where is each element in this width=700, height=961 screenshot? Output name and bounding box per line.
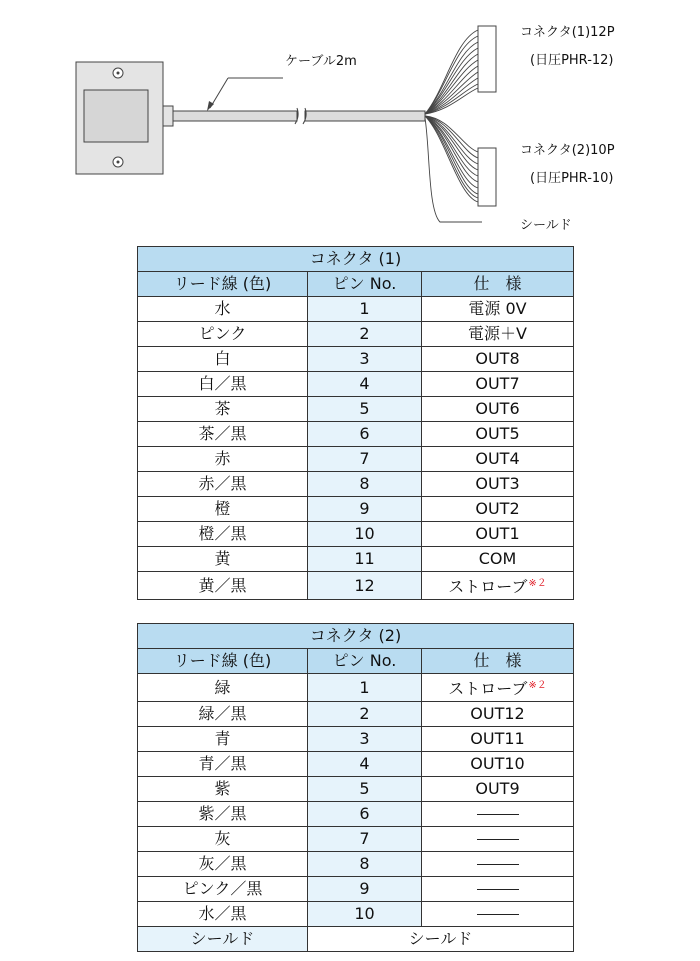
spec-cell bbox=[422, 827, 574, 852]
spec-text: ストローブ bbox=[448, 679, 528, 698]
spec-text: ストローブ bbox=[448, 577, 528, 596]
table-row bbox=[138, 547, 574, 572]
not-used-dash bbox=[477, 814, 519, 815]
lead-color-cell: 白 bbox=[138, 347, 308, 372]
spec-cell bbox=[422, 422, 574, 447]
spec-cell bbox=[422, 902, 574, 927]
pin-number-cell: 5 bbox=[308, 777, 422, 802]
table-row bbox=[138, 827, 574, 852]
table-title: コネクタ (1) bbox=[138, 247, 574, 272]
pin-number-cell: 7 bbox=[308, 827, 422, 852]
table-row bbox=[138, 777, 574, 802]
table-row bbox=[138, 497, 574, 522]
shield-label: シールド bbox=[520, 218, 572, 233]
table-row bbox=[138, 347, 574, 372]
header-pin-no: ピン No. bbox=[308, 272, 422, 297]
table-row bbox=[138, 372, 574, 397]
pin-number-cell: 8 bbox=[308, 852, 422, 877]
lead-color-cell: 茶 bbox=[138, 397, 308, 422]
spec-cell bbox=[422, 472, 574, 497]
table-row bbox=[138, 522, 574, 547]
pin-number-cell: 4 bbox=[308, 752, 422, 777]
header-spec: 仕 様 bbox=[422, 272, 574, 297]
lead-color-cell: 紫 bbox=[138, 777, 308, 802]
spec-cell bbox=[422, 347, 574, 372]
table-row bbox=[138, 297, 574, 322]
not-used-dash bbox=[477, 839, 519, 840]
connector-1-part: (日圧PHR-12) bbox=[530, 53, 614, 68]
lead-color-cell: 紫／黒 bbox=[138, 802, 308, 827]
wire-fan bbox=[425, 30, 482, 222]
header-lead-color: リード線 (色) bbox=[138, 272, 308, 297]
spec-cell bbox=[422, 802, 574, 827]
spec-text: OUT11 bbox=[470, 729, 525, 748]
connector-2-pin-table bbox=[137, 623, 574, 952]
pin-number-cell: 6 bbox=[308, 802, 422, 827]
spec-cell bbox=[422, 777, 574, 802]
lead-color-cell: 青 bbox=[138, 727, 308, 752]
connector-1-housing bbox=[478, 26, 496, 92]
lead-color-cell: 白／黒 bbox=[138, 372, 308, 397]
pin-number-cell: 10 bbox=[308, 522, 422, 547]
lead-color-cell: 赤／黒 bbox=[138, 472, 308, 497]
spec-cell bbox=[422, 727, 574, 752]
table-row bbox=[138, 397, 574, 422]
cable-label: ケーブル2m bbox=[285, 54, 357, 69]
spec-cell bbox=[422, 877, 574, 902]
pin-number-cell: 2 bbox=[308, 702, 422, 727]
pin-number-cell: 4 bbox=[308, 372, 422, 397]
spec-text: OUT10 bbox=[470, 754, 525, 773]
spec-cell bbox=[422, 372, 574, 397]
spec-cell bbox=[422, 674, 574, 702]
spec-cell bbox=[422, 547, 574, 572]
spec-cell bbox=[422, 572, 574, 600]
shield-row-spec: シールド bbox=[308, 927, 574, 952]
spec-cell bbox=[422, 702, 574, 727]
spec-text: COM bbox=[478, 549, 517, 568]
pin-number-cell: 6 bbox=[308, 422, 422, 447]
device-box bbox=[76, 62, 173, 174]
not-used-dash bbox=[477, 914, 519, 915]
pin-number-cell: 1 bbox=[308, 297, 422, 322]
connector-1-label: コネクタ(1)12P bbox=[520, 25, 615, 40]
header-spec: 仕 様 bbox=[422, 649, 574, 674]
spec-text: OUT9 bbox=[475, 779, 520, 798]
spec-text: OUT7 bbox=[475, 374, 520, 393]
pin-number-cell: 8 bbox=[308, 472, 422, 497]
lead-color-cell: 緑 bbox=[138, 674, 308, 702]
cable-diagram bbox=[0, 0, 700, 240]
pin-number-cell: 5 bbox=[308, 397, 422, 422]
pin-number-cell: 9 bbox=[308, 497, 422, 522]
header-lead-color: リード線 (色) bbox=[138, 649, 308, 674]
connector-2-label: コネクタ(2)10P bbox=[520, 143, 615, 158]
lead-color-cell: 水 bbox=[138, 297, 308, 322]
table-row bbox=[138, 702, 574, 727]
pin-number-cell: 10 bbox=[308, 902, 422, 927]
spec-cell bbox=[422, 297, 574, 322]
spec-text: 電源 0V bbox=[468, 299, 527, 318]
spec-text: OUT4 bbox=[475, 449, 520, 468]
spec-text: OUT12 bbox=[470, 704, 525, 723]
table-row bbox=[138, 727, 574, 752]
table-row bbox=[138, 447, 574, 472]
table-row bbox=[138, 902, 574, 927]
pin-number-cell: 3 bbox=[308, 347, 422, 372]
lead-color-cell: 黄 bbox=[138, 547, 308, 572]
footnote-mark: ※２ bbox=[528, 680, 547, 691]
connector-1-pin-table bbox=[137, 246, 574, 600]
spec-text: OUT3 bbox=[475, 474, 520, 493]
spec-text: OUT1 bbox=[475, 524, 520, 543]
connector-2-housing bbox=[478, 148, 496, 206]
lead-color-cell: 青／黒 bbox=[138, 752, 308, 777]
table-row bbox=[138, 752, 574, 777]
shield-row bbox=[138, 927, 574, 952]
spec-text: OUT8 bbox=[475, 349, 520, 368]
cable-label-leader bbox=[207, 78, 283, 111]
spec-cell bbox=[422, 752, 574, 777]
lead-color-cell: 灰 bbox=[138, 827, 308, 852]
table-row bbox=[138, 852, 574, 877]
lead-color-cell: 水／黒 bbox=[138, 902, 308, 927]
table-row bbox=[138, 322, 574, 347]
table-title: コネクタ (2) bbox=[138, 624, 574, 649]
spec-text: 電源＋V bbox=[468, 324, 527, 343]
spec-text: OUT6 bbox=[475, 399, 520, 418]
spec-text: OUT2 bbox=[475, 499, 520, 518]
table-row bbox=[138, 674, 574, 702]
spec-cell bbox=[422, 497, 574, 522]
pin-number-cell: 2 bbox=[308, 322, 422, 347]
lead-color-cell: ピンク bbox=[138, 322, 308, 347]
table-row bbox=[138, 802, 574, 827]
lead-color-cell: 橙／黒 bbox=[138, 522, 308, 547]
lead-color-cell: 緑／黒 bbox=[138, 702, 308, 727]
pin-number-cell: 9 bbox=[308, 877, 422, 902]
lead-color-cell: 赤 bbox=[138, 447, 308, 472]
table-row bbox=[138, 572, 574, 600]
pin-number-cell: 12 bbox=[308, 572, 422, 600]
table-row bbox=[138, 422, 574, 447]
spec-cell bbox=[422, 852, 574, 877]
not-used-dash bbox=[477, 889, 519, 890]
table-row bbox=[138, 472, 574, 497]
header-pin-no: ピン No. bbox=[308, 649, 422, 674]
spec-cell bbox=[422, 522, 574, 547]
footnote-mark: ※２ bbox=[528, 578, 547, 589]
connector-2-part: (日圧PHR-10) bbox=[530, 171, 614, 186]
lead-color-cell: ピンク／黒 bbox=[138, 877, 308, 902]
spec-cell bbox=[422, 322, 574, 347]
lead-color-cell: 橙 bbox=[138, 497, 308, 522]
spec-cell bbox=[422, 447, 574, 472]
pin-number-cell: 1 bbox=[308, 674, 422, 702]
cable bbox=[173, 108, 425, 124]
lead-color-cell: 灰／黒 bbox=[138, 852, 308, 877]
spec-text: OUT5 bbox=[475, 424, 520, 443]
table-row bbox=[138, 877, 574, 902]
pin-number-cell: 3 bbox=[308, 727, 422, 752]
spec-cell bbox=[422, 397, 574, 422]
lead-color-cell: 黄／黒 bbox=[138, 572, 308, 600]
pin-number-cell: 7 bbox=[308, 447, 422, 472]
pin-number-cell: 11 bbox=[308, 547, 422, 572]
lead-color-cell: 茶／黒 bbox=[138, 422, 308, 447]
shield-row-color: シールド bbox=[138, 927, 308, 952]
not-used-dash bbox=[477, 864, 519, 865]
